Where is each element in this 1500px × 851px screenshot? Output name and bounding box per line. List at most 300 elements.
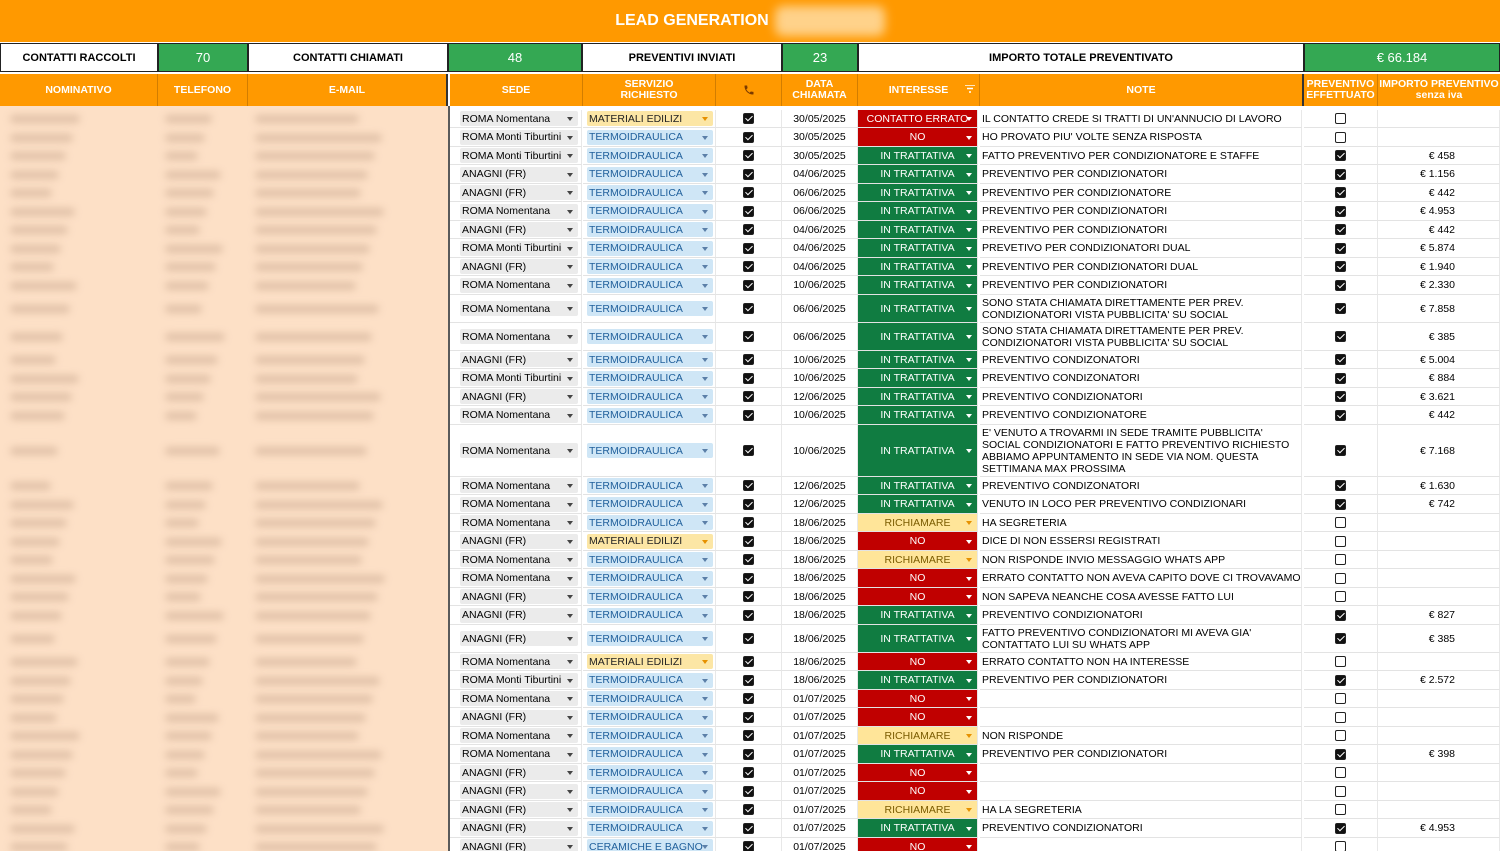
note-cell[interactable]: VENUTO IN LOCO PER PREVENTIVO CONDIZIONARI (980, 495, 1302, 514)
preventivo-checkbox[interactable] (1335, 480, 1346, 491)
data-chiamata: 18/06/2025 (782, 532, 858, 551)
preventivo-checkbox[interactable] (1335, 243, 1346, 254)
chiamato-checkbox[interactable] (743, 206, 754, 217)
chiamato-checkbox[interactable] (743, 767, 754, 778)
sede-value: ROMA Nomentana (462, 692, 551, 705)
chiamato-checkbox[interactable] (743, 786, 754, 797)
preventivo-checkbox[interactable] (1335, 410, 1346, 421)
summary-importo-label: IMPORTO TOTALE PREVENTIVATO (858, 43, 1304, 72)
chiamato-cell (716, 708, 782, 727)
interesse-dropdown[interactable] (858, 258, 978, 276)
chiamato-checkbox[interactable] (743, 656, 754, 667)
servizio-value: TERMOIDRAULICA (589, 609, 683, 621)
interesse-dropdown[interactable] (858, 653, 978, 671)
chiamato-checkbox[interactable] (743, 113, 754, 124)
sede-dropdown[interactable] (460, 534, 578, 549)
chevron-down-icon (966, 449, 972, 453)
note-cell[interactable]: PREVENTIVO CONDIZIONATORI (980, 606, 1302, 625)
sede-dropdown[interactable] (460, 185, 578, 200)
interesse-dropdown[interactable] (858, 202, 978, 221)
chiamato-checkbox[interactable] (743, 591, 754, 602)
chiamato-checkbox[interactable] (743, 633, 754, 644)
header-phone[interactable] (716, 74, 782, 106)
chiamato-checkbox[interactable] (743, 224, 754, 235)
chiamato-checkbox[interactable] (743, 573, 754, 584)
redacted-text (10, 538, 60, 546)
servizio-dropdown[interactable] (587, 352, 713, 367)
note-cell[interactable]: PREVENTIVO PER CONDIZIONATORI (980, 745, 1302, 764)
note-cell[interactable]: PREVENTIVO PER CONDIZIONATORI (980, 276, 1302, 295)
servizio-value: TERMOIDRAULICA (589, 822, 683, 834)
note-cell[interactable]: PREVENTIVO CONDIZONATORI (980, 351, 1302, 369)
summary-preventivi-value[interactable]: 23 (782, 43, 858, 72)
note-cell[interactable] (980, 708, 1302, 727)
servizio-dropdown[interactable] (587, 497, 713, 512)
redacted-text (255, 635, 364, 643)
interesse-dropdown[interactable] (858, 532, 978, 551)
interesse-dropdown[interactable] (858, 569, 978, 588)
servizio-dropdown[interactable] (587, 278, 713, 293)
preventivo-checkbox[interactable] (1335, 823, 1346, 834)
servizio-dropdown[interactable] (587, 389, 713, 404)
sede-dropdown[interactable] (460, 608, 578, 623)
note-cell[interactable]: FATTO PREVENTIVO PER CONDIZIONATORE E STAFFE (980, 147, 1302, 165)
chiamato-checkbox[interactable] (743, 354, 754, 365)
note-cell[interactable]: NON RISPONDE INVIO MESSAGGIO WHATS APP (980, 551, 1302, 569)
preventivo-checkbox[interactable] (1335, 354, 1346, 365)
summary-contatti-raccolti-value[interactable]: 70 (158, 43, 248, 72)
interesse-dropdown[interactable] (858, 128, 978, 147)
servizio-dropdown[interactable] (587, 654, 713, 669)
servizio-dropdown[interactable] (587, 673, 713, 688)
servizio-dropdown[interactable] (587, 691, 713, 706)
importo-cell: € 4.953 (1378, 819, 1500, 838)
preventivo-checkbox[interactable] (1335, 573, 1346, 584)
header-nominativo[interactable]: NOMINATIVO (0, 74, 158, 106)
interesse-dropdown[interactable] (858, 147, 978, 165)
interesse-dropdown[interactable] (858, 477, 978, 495)
interesse-dropdown[interactable] (858, 727, 978, 745)
note-cell[interactable] (980, 838, 1302, 851)
interesse-dropdown[interactable] (858, 110, 978, 128)
sede-dropdown[interactable] (460, 673, 578, 688)
header-importo[interactable]: IMPORTO PREVENTIVO senza iva (1378, 74, 1500, 106)
servizio-dropdown[interactable] (587, 552, 713, 567)
sede-dropdown[interactable] (460, 710, 578, 725)
chiamato-checkbox[interactable] (743, 693, 754, 704)
servizio-dropdown[interactable] (587, 148, 713, 163)
interesse-dropdown[interactable] (858, 323, 978, 351)
sede-dropdown[interactable] (460, 111, 578, 126)
redacted-text (165, 226, 200, 234)
sede-dropdown[interactable] (460, 691, 578, 706)
redacted-text (10, 282, 77, 290)
sede-dropdown[interactable] (460, 839, 578, 851)
servizio-dropdown[interactable] (587, 802, 713, 817)
interesse-dropdown[interactable] (858, 551, 978, 569)
note-cell[interactable]: PREVENTIVO CONDIZONATORI (980, 369, 1302, 388)
preventivo-checkbox[interactable] (1335, 804, 1346, 815)
preventivo-checkbox[interactable] (1335, 749, 1346, 760)
preventivo-checkbox[interactable] (1335, 187, 1346, 198)
servizio-dropdown[interactable] (587, 515, 713, 530)
preventivo-cell (1304, 495, 1378, 514)
sede-dropdown[interactable] (460, 278, 578, 293)
preventivo-cell (1304, 147, 1378, 165)
preventivo-checkbox[interactable] (1335, 693, 1346, 704)
interesse-dropdown[interactable] (858, 782, 978, 801)
chiamato-checkbox[interactable] (743, 517, 754, 528)
sede-dropdown[interactable] (460, 371, 578, 386)
chiamato-checkbox[interactable] (743, 150, 754, 161)
interesse-dropdown[interactable] (858, 801, 978, 819)
preventivo-checkbox[interactable] (1335, 554, 1346, 565)
importo-cell: € 742 (1378, 495, 1500, 514)
chiamato-checkbox[interactable] (743, 445, 754, 456)
sede-dropdown[interactable] (460, 222, 578, 237)
sede-dropdown[interactable] (460, 329, 578, 344)
chiamato-checkbox[interactable] (743, 554, 754, 565)
importo-cell: € 2.572 (1378, 671, 1500, 690)
interesse-value: IN TRATTATIVA (880, 302, 955, 315)
servizio-dropdown[interactable] (587, 167, 713, 182)
summary-importo-value[interactable]: € 66.184 (1304, 43, 1500, 72)
servizio-dropdown[interactable] (587, 728, 713, 743)
servizio-cell (583, 369, 716, 388)
sede-dropdown[interactable] (460, 654, 578, 669)
note-cell[interactable]: PREVENTIVO CONDIZIONATORI (980, 388, 1302, 406)
sede-dropdown[interactable] (460, 130, 578, 145)
chiamato-checkbox[interactable] (743, 303, 754, 314)
chiamato-checkbox[interactable] (743, 261, 754, 272)
servizio-dropdown[interactable] (587, 571, 713, 586)
servizio-dropdown[interactable] (587, 130, 713, 145)
sede-dropdown[interactable] (460, 515, 578, 530)
interesse-dropdown[interactable] (858, 351, 978, 369)
interesse-dropdown[interactable] (858, 745, 978, 764)
servizio-dropdown[interactable] (587, 329, 713, 344)
note-cell[interactable]: PREVENTIVO CONDIZIONATORE (980, 406, 1302, 425)
interesse-dropdown[interactable] (858, 838, 978, 851)
note-cell[interactable]: PREVENTIVO PER CONDIZIONATORI DUAL (980, 258, 1302, 276)
note-cell[interactable]: PREVENTIVO PER CONDIZIONATORE (980, 184, 1302, 202)
note-cell[interactable]: PREVENTIVO PER CONDIZIONATORI (980, 165, 1302, 184)
note-cell[interactable]: IL CONTATTO CREDE SI TRATTI DI UN'ANNUCIO DI LAVORO (980, 110, 1302, 128)
redacted-text (255, 575, 385, 583)
servizio-dropdown[interactable] (587, 301, 713, 316)
note-cell[interactable]: SONO STATA CHIAMATA DIRETTAMENTE PER PREV. CONDIZIONATORI VISTA PUBBLICITA' SU SOCIAL (980, 295, 1302, 323)
preventivo-checkbox[interactable] (1335, 841, 1346, 851)
interesse-dropdown[interactable] (858, 625, 978, 653)
preventivo-checkbox[interactable] (1335, 610, 1346, 621)
chiamato-cell (716, 202, 782, 221)
servizio-cell (583, 495, 716, 514)
redacted-text (255, 375, 358, 383)
chiamato-checkbox[interactable] (743, 841, 754, 851)
interesse-dropdown[interactable] (858, 606, 978, 625)
sede-cell (450, 147, 582, 165)
servizio-dropdown[interactable] (587, 111, 713, 126)
sede-value: ANAGNI (FR) (462, 803, 527, 816)
servizio-dropdown[interactable] (587, 631, 713, 646)
servizio-dropdown[interactable] (587, 371, 713, 386)
note-cell[interactable] (980, 764, 1302, 782)
servizio-dropdown[interactable] (587, 821, 713, 836)
summary-contatti-chiamati-value[interactable]: 48 (448, 43, 582, 72)
data-chiamata: 04/06/2025 (782, 239, 858, 258)
data-chiamata: 10/06/2025 (782, 276, 858, 295)
note-cell[interactable]: ERRATO CONTATTO NON AVEVA CAPITO DOVE CI TROVAVAMO (980, 569, 1302, 588)
sede-dropdown[interactable] (460, 352, 578, 367)
redacted-text (255, 843, 377, 851)
filter-icon[interactable] (965, 85, 975, 93)
sede-dropdown[interactable] (460, 478, 578, 493)
chiamato-checkbox[interactable] (743, 536, 754, 547)
interesse-dropdown[interactable] (858, 690, 978, 708)
sede-dropdown[interactable] (460, 571, 578, 586)
note-cell[interactable]: SONO STATA CHIAMATA DIRETTAMENTE PER PREV. CONDIZIONATORI VISTA PUBBLICITA' SU SOCIAL (980, 323, 1302, 351)
preventivo-checkbox[interactable] (1335, 633, 1346, 644)
sede-dropdown[interactable] (460, 259, 578, 274)
sede-dropdown[interactable] (460, 821, 578, 836)
chiamato-checkbox[interactable] (743, 823, 754, 834)
interesse-value: IN TRATTATIVA (880, 674, 955, 686)
chiamato-checkbox[interactable] (743, 499, 754, 510)
preventivo-checkbox[interactable] (1335, 517, 1346, 528)
servizio-value: TERMOIDRAULICA (589, 302, 683, 315)
chiamato-cell (716, 369, 782, 388)
interesse-dropdown[interactable] (858, 239, 978, 258)
preventivo-checkbox[interactable] (1335, 373, 1346, 384)
chiamato-checkbox[interactable] (743, 610, 754, 621)
interesse-dropdown[interactable] (858, 165, 978, 184)
sede-dropdown[interactable] (460, 497, 578, 512)
chiamato-checkbox[interactable] (743, 675, 754, 686)
sede-dropdown[interactable] (460, 148, 578, 163)
note-cell[interactable]: PREVENTIVO PER CONDIZIONATORI (980, 671, 1302, 690)
servizio-value: MATERIALI EDILIZI (589, 655, 683, 668)
servizio-dropdown[interactable] (587, 534, 713, 549)
interesse-dropdown[interactable] (858, 184, 978, 202)
servizio-dropdown[interactable] (587, 765, 713, 780)
preventivo-checkbox[interactable] (1335, 656, 1346, 667)
preventivo-checkbox[interactable] (1335, 712, 1346, 723)
chevron-down-icon (567, 414, 573, 418)
preventivo-checkbox[interactable] (1335, 730, 1346, 741)
servizio-dropdown[interactable] (587, 241, 713, 256)
sede-dropdown[interactable] (460, 631, 578, 646)
sede-dropdown[interactable] (460, 802, 578, 817)
interesse-dropdown[interactable] (858, 764, 978, 782)
preventivo-checkbox[interactable] (1335, 536, 1346, 547)
servizio-dropdown[interactable] (587, 839, 713, 851)
interesse-value: IN TRATTATIVA (880, 149, 955, 162)
note-cell[interactable]: E' VENUTO A TROVARMI IN SEDE TRAMITE PUBBLICITA' SOCIAL CONDIZIONATORI E FATTO PREVENTIVO RICHIESTO ABBIAMO APPUNTAMENTO IN SEDE VIA NOM. QUESTA SETTIMANA MAX PROSSIMA (980, 425, 1302, 477)
note-cell[interactable]: PREVENTIVO PER CONDIZIONATORI (980, 202, 1302, 221)
chiamato-checkbox[interactable] (743, 243, 754, 254)
preventivo-checkbox[interactable] (1335, 391, 1346, 402)
interesse-dropdown[interactable] (858, 671, 978, 690)
note-cell[interactable]: FATTO PREVENTIVO CONDIZIONATORI MI AVEVA GIA' CONTATTATO LUI SU WHATS APP (980, 625, 1302, 653)
sede-dropdown[interactable] (460, 784, 578, 799)
sede-dropdown[interactable] (460, 241, 578, 256)
note-cell[interactable] (980, 782, 1302, 801)
chiamato-checkbox[interactable] (743, 132, 754, 143)
interesse-dropdown[interactable] (858, 425, 978, 477)
interesse-dropdown[interactable] (858, 819, 978, 838)
chevron-down-icon (966, 136, 972, 140)
interesse-dropdown[interactable] (858, 514, 978, 532)
interesse-dropdown[interactable] (858, 588, 978, 606)
header-interesse[interactable] (858, 74, 980, 106)
interesse-dropdown[interactable] (858, 221, 978, 239)
chiamato-checkbox[interactable] (743, 480, 754, 491)
servizio-cell (583, 782, 716, 801)
redacted-text (165, 575, 208, 583)
sede-dropdown[interactable] (460, 589, 578, 604)
servizio-dropdown[interactable] (587, 222, 713, 237)
note-cell[interactable]: PREVENTIVO CONDIZIONATORI (980, 819, 1302, 838)
chiamato-checkbox[interactable] (743, 187, 754, 198)
sede-dropdown[interactable] (460, 204, 578, 219)
interesse-dropdown[interactable] (858, 369, 978, 388)
note-cell[interactable]: DICE DI NON ESSERSI REGISTRATI (980, 532, 1302, 551)
interesse-dropdown[interactable] (858, 708, 978, 727)
sede-dropdown[interactable] (460, 389, 578, 404)
chevron-down-icon (966, 521, 972, 525)
sede-dropdown[interactable] (460, 747, 578, 762)
sede-dropdown[interactable] (460, 728, 578, 743)
servizio-value: TERMOIDRAULICA (589, 279, 683, 291)
preventivo-checkbox[interactable] (1335, 499, 1346, 510)
chiamato-checkbox[interactable] (743, 730, 754, 741)
chiamato-checkbox[interactable] (743, 804, 754, 815)
redacted-text (255, 208, 384, 216)
servizio-dropdown[interactable] (587, 204, 713, 219)
preventivo-checkbox[interactable] (1335, 224, 1346, 235)
header-sede[interactable]: SEDE (450, 74, 583, 106)
table-row (450, 588, 1500, 606)
note-cell[interactable]: PREVENTIVO PER CONDIZIONATORI (980, 221, 1302, 239)
chiamato-checkbox[interactable] (743, 169, 754, 180)
servizio-cell (583, 295, 716, 323)
servizio-dropdown[interactable] (587, 478, 713, 493)
chevron-down-icon (702, 395, 708, 399)
interesse-dropdown[interactable] (858, 495, 978, 514)
interesse-dropdown[interactable] (858, 388, 978, 406)
note-cell[interactable]: NON SAPEVA NEANCHE COSA AVESSE FATTO LUI (980, 588, 1302, 606)
sede-cell (450, 323, 582, 351)
servizio-cell (583, 551, 716, 569)
sheet-title (0, 0, 1500, 42)
servizio-cell (583, 477, 716, 495)
redacted-text (10, 575, 76, 583)
interesse-dropdown[interactable] (858, 406, 978, 425)
redacted-text (255, 593, 378, 601)
preventivo-checkbox[interactable] (1335, 303, 1346, 314)
preventivo-checkbox[interactable] (1335, 786, 1346, 797)
preventivo-checkbox[interactable] (1335, 169, 1346, 180)
preventivo-checkbox[interactable] (1335, 445, 1346, 456)
data-chiamata: 04/06/2025 (782, 221, 858, 239)
note-cell[interactable]: HA SEGRETERIA (980, 514, 1302, 532)
chiamato-checkbox[interactable] (743, 712, 754, 723)
importo-cell: € 884 (1378, 369, 1500, 388)
sede-dropdown[interactable] (460, 552, 578, 567)
servizio-dropdown[interactable] (587, 608, 713, 623)
servizio-dropdown[interactable] (587, 710, 713, 725)
preventivo-checkbox[interactable] (1335, 261, 1346, 272)
header-servizio[interactable]: SERVIZIO RICHIESTO (583, 74, 716, 106)
servizio-dropdown[interactable] (587, 408, 713, 423)
servizio-value: TERMOIDRAULICA (589, 590, 683, 603)
preventivo-checkbox[interactable] (1335, 331, 1346, 342)
note-cell[interactable]: PREVENTIVO CONDIZONATORI (980, 477, 1302, 495)
preventivo-checkbox[interactable] (1335, 113, 1346, 124)
interesse-dropdown[interactable] (858, 276, 978, 295)
interesse-dropdown[interactable] (858, 295, 978, 323)
chiamato-checkbox[interactable] (743, 280, 754, 291)
sede-cell (450, 551, 582, 569)
chiamato-checkbox[interactable] (743, 391, 754, 402)
sede-dropdown[interactable] (460, 301, 578, 316)
sede-dropdown[interactable] (460, 765, 578, 780)
chiamato-checkbox[interactable] (743, 410, 754, 421)
note-cell[interactable] (980, 690, 1302, 708)
chiamato-cell (716, 764, 782, 782)
servizio-value: MATERIALI EDILIZI (589, 535, 683, 547)
chiamato-checkbox[interactable] (743, 331, 754, 342)
header-email[interactable]: E-MAIL (248, 74, 448, 106)
header-telefono[interactable]: TELEFONO (158, 74, 248, 106)
servizio-dropdown[interactable] (587, 747, 713, 762)
chiamato-checkbox[interactable] (743, 749, 754, 760)
header-note[interactable]: NOTE (980, 74, 1304, 106)
chevron-down-icon (567, 845, 573, 849)
preventivo-checkbox[interactable] (1335, 767, 1346, 778)
preventivo-checkbox[interactable] (1335, 132, 1346, 143)
note-cell[interactable]: NON RISPONDE (980, 727, 1302, 745)
sede-dropdown[interactable] (460, 443, 578, 458)
importo-cell: € 1.940 (1378, 258, 1500, 276)
preventivo-checkbox[interactable] (1335, 206, 1346, 217)
servizio-dropdown[interactable] (587, 259, 713, 274)
importo-cell (1378, 838, 1500, 851)
note-cell[interactable]: ERRATO CONTATTO NON HA INTERESSE (980, 653, 1302, 671)
sede-dropdown[interactable] (460, 167, 578, 182)
sede-dropdown[interactable] (460, 408, 578, 423)
note-cell[interactable]: HO PROVATO PIU' VOLTE SENZA RISPOSTA (980, 128, 1302, 147)
redacted-text (165, 208, 207, 216)
header-data[interactable]: DATA CHIAMATA (782, 74, 858, 106)
servizio-dropdown[interactable] (587, 784, 713, 799)
preventivo-checkbox[interactable] (1335, 675, 1346, 686)
servizio-cell (583, 425, 716, 477)
servizio-dropdown[interactable] (587, 589, 713, 604)
chiamato-checkbox[interactable] (743, 373, 754, 384)
note-cell[interactable]: PREVETIVO PER CONDIZIONATORI DUAL (980, 239, 1302, 258)
servizio-dropdown[interactable] (587, 185, 713, 200)
servizio-dropdown[interactable] (587, 443, 713, 458)
redacted-text (165, 556, 215, 564)
preventivo-checkbox[interactable] (1335, 591, 1346, 602)
preventivo-checkbox[interactable] (1335, 150, 1346, 161)
preventivo-cell (1304, 653, 1378, 671)
note-cell[interactable]: HA LA SEGRETERIA (980, 801, 1302, 819)
preventivo-checkbox[interactable] (1335, 280, 1346, 291)
interesse-value: NO (909, 572, 926, 584)
header-preventivo[interactable]: PREVENTIVO EFFETTUATO (1304, 74, 1378, 106)
